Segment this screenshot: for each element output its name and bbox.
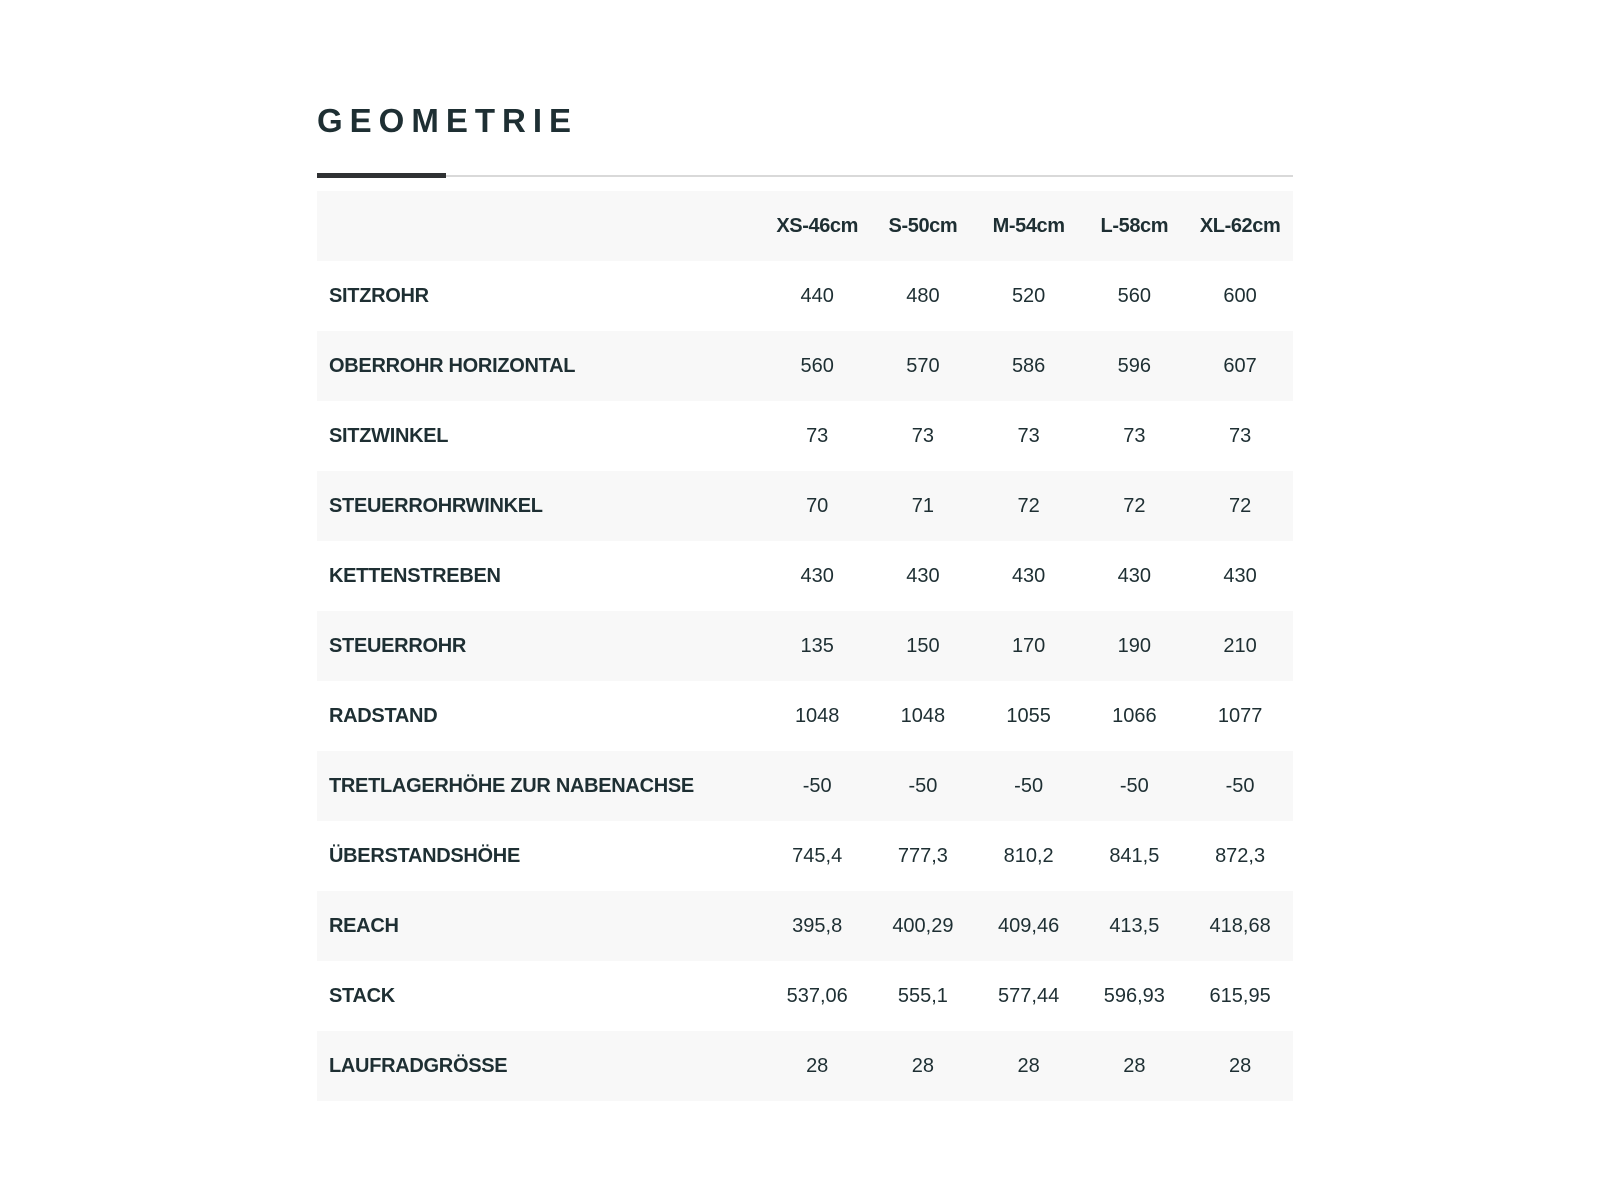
table-cell: 1048 (794, 704, 840, 727)
table-cell: 430 (906, 564, 940, 587)
table-cell: 72 (1123, 494, 1146, 517)
table-cell: 560 (800, 354, 834, 377)
header-corner-cell (317, 191, 764, 261)
size-header-m: M-54cm (992, 214, 1065, 237)
table-cell: 72 (1017, 494, 1040, 517)
row-label: STEUERROHR (329, 634, 467, 657)
table-cell: 73 (1228, 424, 1252, 447)
table-cell: 537,06 (786, 984, 848, 1007)
table-header-row (317, 191, 1293, 261)
table-cell: 409,46 (998, 914, 1060, 937)
row-label: SITZROHR (329, 284, 429, 307)
table-row (317, 1031, 1293, 1101)
table-cell: 210 (1223, 634, 1257, 657)
table-cell: 615,95 (1209, 984, 1271, 1007)
divider-accent (317, 173, 446, 178)
table-cell: 600 (1223, 284, 1257, 307)
table-cell: 440 (800, 284, 834, 307)
table-cell: 73 (806, 424, 829, 447)
table-cell: 150 (906, 634, 940, 657)
table-cell: 586 (1011, 354, 1046, 377)
table-cell: 73 (911, 424, 935, 447)
table-cell: 577,44 (998, 984, 1060, 1007)
size-header-xl: XL-62cm (1199, 214, 1281, 237)
section-title: GEOMETRIE (317, 102, 579, 139)
table-cell: 777,3 (897, 844, 948, 867)
table-cell: 560 (1117, 284, 1152, 307)
table-row (317, 961, 1293, 1031)
divider-line (317, 175, 1293, 177)
table-cell: 745,4 (792, 844, 843, 867)
table-cell: -50 (908, 774, 938, 797)
table-cell: 28 (1123, 1054, 1146, 1077)
row-label: LAUFRADGRÖSSE (329, 1054, 508, 1077)
table-cell: 1077 (1217, 704, 1263, 727)
table-cell: 135 (800, 634, 834, 657)
table-cell: -50 (1119, 774, 1149, 797)
row-label: OBERROHR HORIZONTAL (329, 354, 576, 377)
table-cell: 607 (1223, 354, 1257, 377)
table-cell: 430 (1117, 564, 1152, 587)
table-cell: 71 (911, 494, 935, 517)
table-cell: 72 (1228, 494, 1252, 517)
size-header-xs: XS-46cm (776, 214, 859, 237)
table-cell: 28 (1228, 1054, 1252, 1077)
table-cell: 480 (906, 284, 940, 307)
table-cell: 73 (1017, 424, 1040, 447)
table-cell: 73 (1123, 424, 1146, 447)
table-row (317, 751, 1293, 821)
table-row (317, 471, 1293, 541)
table-cell: -50 (802, 774, 832, 797)
size-header-s: S-50cm (888, 214, 958, 237)
table-cell: 430 (1011, 564, 1046, 587)
table-cell: 413,5 (1109, 914, 1160, 937)
table-cell: 555,1 (897, 984, 948, 1007)
table-row (317, 681, 1293, 751)
table-row (317, 331, 1293, 401)
table-cell: 28 (911, 1054, 935, 1077)
table-cell: 430 (1223, 564, 1257, 587)
table-cell: -50 (1225, 774, 1255, 797)
row-label: TRETLAGERHÖHE ZUR NABENACHSE (329, 774, 694, 797)
table-cell: 1048 (900, 704, 946, 727)
row-label: KETTENSTREBEN (329, 564, 501, 587)
table-cell: 170 (1011, 634, 1046, 657)
table-cell: 841,5 (1109, 844, 1160, 867)
table-cell: 400,29 (892, 914, 954, 937)
row-label: ÜBERSTANDSHÖHE (329, 844, 520, 867)
table-cell: 570 (906, 354, 940, 377)
table-row (317, 821, 1293, 891)
table-cell: 872,3 (1215, 844, 1266, 867)
table-cell: 810,2 (1003, 844, 1054, 867)
table-cell: 418,68 (1209, 914, 1271, 937)
geometry-section (317, 100, 1293, 1101)
title-divider (317, 173, 1293, 179)
geometry-table (317, 191, 1293, 1101)
table-cell: 596 (1117, 354, 1152, 377)
row-label: STEUERROHRWINKEL (329, 494, 543, 517)
table-cell: 1066 (1112, 704, 1157, 727)
table-cell: 520 (1011, 284, 1046, 307)
table-cell: 28 (1017, 1054, 1040, 1077)
row-label: STACK (329, 984, 395, 1007)
table-row (317, 541, 1293, 611)
table-row (317, 401, 1293, 471)
table-row (317, 891, 1293, 961)
table-cell: 28 (806, 1054, 829, 1077)
table-cell: -50 (1014, 774, 1044, 797)
row-label: REACH (329, 914, 399, 937)
table-cell: 190 (1117, 634, 1152, 657)
table-cell: 70 (806, 494, 829, 517)
table-cell: 430 (800, 564, 834, 587)
table-row (317, 261, 1293, 331)
table-row (317, 611, 1293, 681)
table-cell: 596,93 (1103, 984, 1165, 1007)
table-cell: 1055 (1006, 704, 1051, 727)
size-header-l: L-58cm (1100, 214, 1169, 237)
row-label: SITZWINKEL (329, 424, 449, 447)
row-label: RADSTAND (329, 704, 438, 727)
table-cell: 395,8 (792, 914, 843, 937)
